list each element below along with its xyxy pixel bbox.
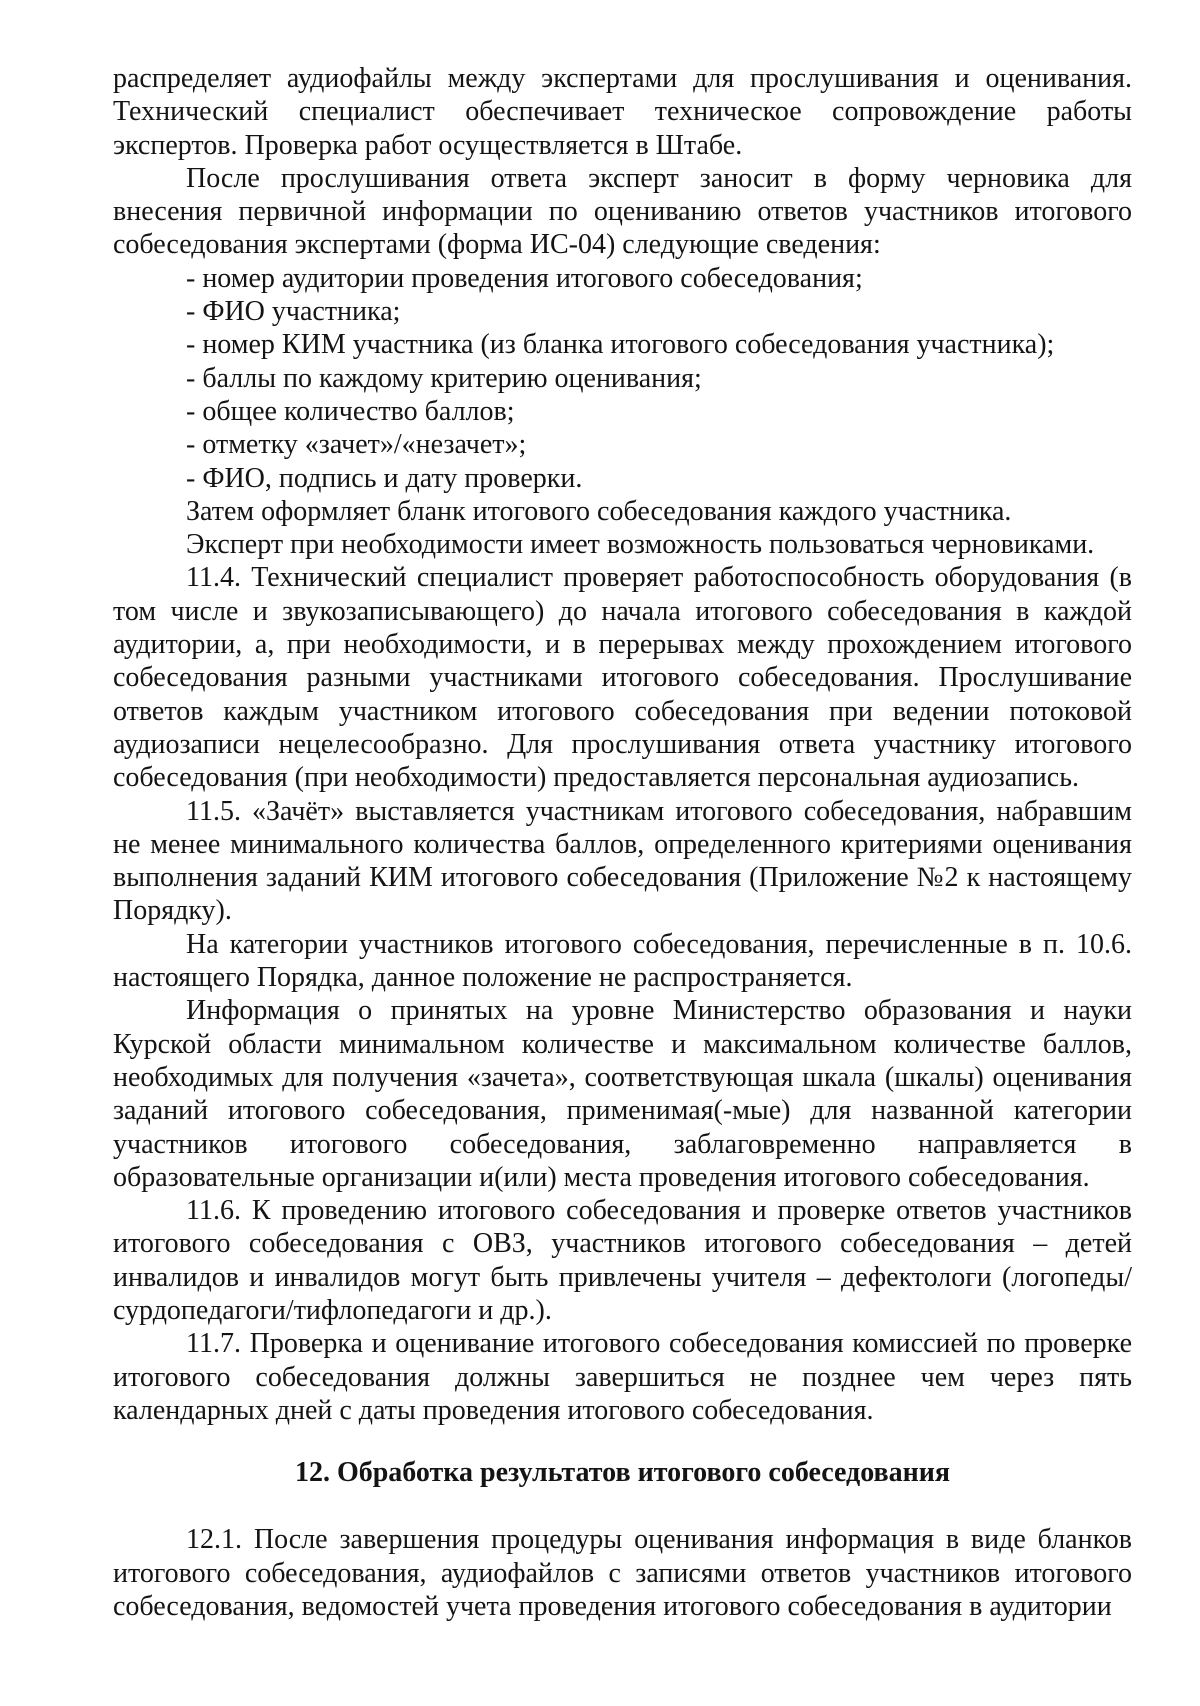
paragraph-11-6: 11.6. К проведению итогового собеседования и проверке ответов участников итогового собеседования с ОВЗ, участников итогового собеседования – детей инвалидов и инвалидов могут быть привлечены учителя – дефектологи (логопеды/ сурдопедагоги/тифлопедагоги и др.).	[113, 1195, 1132, 1326]
list-item: - отметку «зачет»/«незачет»;	[186, 429, 527, 461]
list-item: - баллы по каждому критерию оценивания;	[186, 362, 702, 394]
section-heading: 12. Обработка результатов итогового собеседования	[294, 1457, 951, 1489]
list-item: - общее количество баллов;	[186, 395, 515, 427]
paragraph-drafts: Эксперт при необходимости имеет возможность пользоваться черновиками.	[186, 529, 1095, 561]
paragraph-11-4: 11.4. Технический специалист проверяет работоспособность оборудования (в том числе и звукозаписывающего) до начала итогового собеседования в каждой аудитории, а, при необходимости, и в перерывах между прохождением итогового собеседования разными участниками итогового собеседования. Прослушивание ответов каждым участником итогового собеседования при ведении потоковой аудиозаписи нецелесообразно. Для прослушивания ответа участнику итогового собеседования (при необходимости) предоставляется персональная аудиозапись.	[113, 562, 1132, 794]
list-item: - ФИО участника;	[186, 296, 401, 328]
list-item: - номер аудитории проведения итогового собеседования;	[186, 262, 863, 294]
document-body	[113, 62, 1132, 1623]
list-item: - номер КИМ участника (из бланка итогового собеседования участника);	[186, 329, 1055, 361]
paragraph-continuation: распределяет аудиофайлы между экспертами для прослушивания и оценивания. Технический специалист обеспечивает техническое сопровождение работы экспертов. Проверка работ осуществляется в Штабе.	[113, 63, 1132, 161]
paragraph-12-1: 12.1. После завершения процедуры оценивания информация в виде бланков итогового собеседования, аудиофайлов с записями ответов участников итогового собеседования, ведомостей учета проведения итогового собеседования в аудитории	[113, 1524, 1132, 1623]
paragraph-information: Информация о принятых на уровне Министерство образования и науки Курской области минимальном количестве и максимальном количестве баллов, необходимых для получения «зачета», соответствующая шкала (шкалы) оценивания заданий итогового собеседования, применимая(-мые) для названной категории участников итогового собеседования, заблаговременно направляется в образовательные организации и(или) места проведения итогового собеседования.	[113, 995, 1132, 1193]
paragraph-blank: Затем оформляет бланк итогового собеседования каждого участника.	[186, 495, 1012, 527]
paragraph-expert-form: После прослушивания ответа эксперт заносит в форму черновика для внесения первичной информации по оцениванию ответов участников итогового собеседования экспертами (форма ИС-04) следующие сведения:	[113, 162, 1132, 261]
list-item: - ФИО, подпись и дату проверки.	[186, 462, 583, 494]
paragraph-categories: На категории участников итогового собеседования, перечисленные в п. 10.6. настоящего Порядка, данное положение не распространяется.	[113, 928, 1132, 994]
paragraph-11-5: 11.5. «Зачёт» выставляется участникам итогового собеседования, набравшим не менее минимального количества баллов, определенного критериями оценивания выполнения заданий КИМ итогового собеседования (Приложение №2 к настоящему Порядку).	[113, 795, 1132, 927]
paragraph-11-7: 11.7. Проверка и оценивание итогового собеседования комиссией по проверке итогового собеседования должны завершиться не позднее чем через пять календарных дней с даты проведения итогового собеседования.	[113, 1328, 1132, 1426]
